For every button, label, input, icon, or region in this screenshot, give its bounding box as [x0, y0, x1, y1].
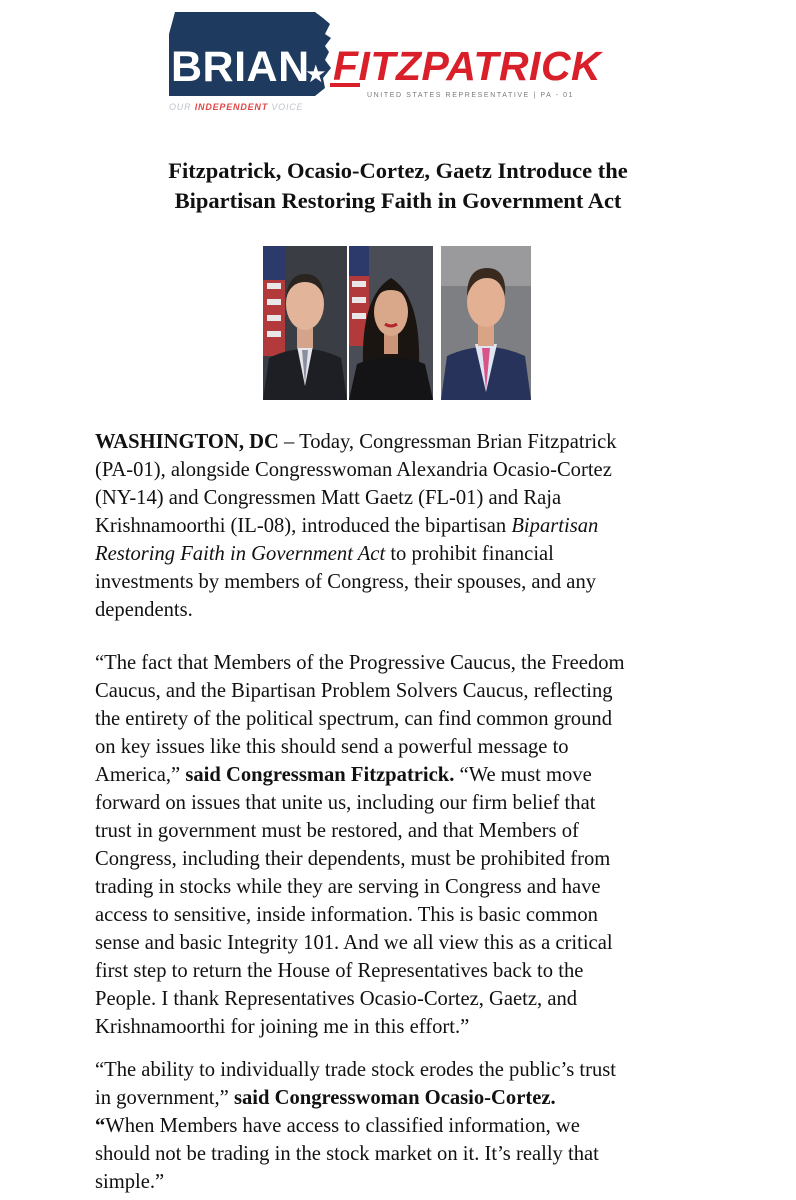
- text-line: the entirety of the political spectrum, can find common ground: [95, 708, 612, 730]
- headline-line: Fitzpatrick, Ocasio-Cortez, Gaetz Introduce the: [168, 158, 628, 183]
- paragraph-intro: [95, 428, 707, 624]
- text-line: first step to return the House of Representatives back to the: [95, 960, 584, 982]
- star-icon: ★: [305, 62, 327, 88]
- text-line: Krishnamoorthi (IL-08), introduced the bipartisan Bipartisan: [95, 515, 599, 537]
- headline-line: Bipartisan Restoring Faith in Government Act: [174, 188, 622, 213]
- logo-first-name: BRIAN: [171, 43, 310, 91]
- portrait-ocasio-cortez-icon: [349, 246, 433, 400]
- act-title: Bipartisan: [511, 515, 599, 537]
- text-line: trust in government must be restored, and that Members of: [95, 820, 579, 842]
- text-line: trading in stocks while they are serving in Congress and have: [95, 876, 601, 898]
- speaker-attribution: said Congressman Fitzpatrick.: [185, 764, 455, 786]
- paragraph-fitzpatrick-quote: [95, 649, 707, 1041]
- text-line: America,” said Congressman Fitzpatrick. “We must move: [95, 764, 592, 786]
- text-line: “The ability to individually trade stock erodes the public’s trust: [95, 1059, 617, 1081]
- text-line: dependents.: [95, 599, 193, 621]
- logo-subtitle: UNITED STATES REPRESENTATIVE | PA - 01: [367, 92, 575, 99]
- text-line: should not be trading in the stock market on it. It’s really that: [95, 1143, 599, 1165]
- text-line: “The fact that Members of the Progressive Caucus, the Freedom: [95, 652, 625, 674]
- text-line: Krishnamoorthi for joining me in this effort.”: [95, 1016, 470, 1038]
- text-line: (PA-01), alongside Congresswoman Alexandria Ocasio-Cortez: [95, 459, 612, 481]
- text-line: access to sensitive, inside information. This is basic common: [95, 904, 598, 926]
- portrait-gaetz-icon: [441, 246, 531, 400]
- text-line: WASHINGTON, DC – Today, Congressman Brian Fitzpatrick: [95, 431, 617, 453]
- text-line: sense and basic Integrity 101. And we all view this as a critical: [95, 932, 613, 954]
- text-line: in government,” said Congresswoman Ocasio-Cortez.: [95, 1087, 556, 1109]
- text-line: Restoring Faith in Government Act to prohibit financial: [95, 543, 554, 565]
- speaker-attribution: said Congresswoman Ocasio-Cortez.: [233, 1087, 556, 1109]
- act-title: Restoring Faith in Government Act: [95, 543, 386, 565]
- text-line: People. I thank Representatives Ocasio-Cortez, Gaetz, and: [95, 988, 578, 1010]
- dateline: WASHINGTON, DC: [95, 431, 279, 453]
- text-line: (NY-14) and Congressmen Matt Gaetz (FL-01) and Raja: [95, 487, 562, 509]
- text-line: Congress, including their dependents, must be prohibited from: [95, 848, 611, 870]
- text-line: investments by members of Congress, their spouses, and any: [95, 571, 597, 593]
- logo-last-name: FITZPATRICK: [333, 43, 602, 89]
- text-line: simple.”: [95, 1171, 165, 1193]
- logo-tagline: OUR INDEPENDENT VOICE: [169, 102, 304, 112]
- press-release-headline: [40, 156, 756, 216]
- text-line: forward on issues that unite us, including our firm belief that: [95, 792, 596, 814]
- brian-fitzpatrick-logo: [165, 8, 635, 116]
- portrait-row: [263, 246, 533, 400]
- paragraph-ocasio-cortez-quote: [95, 1056, 707, 1196]
- text-line: “When Members have access to classified information, we: [95, 1115, 580, 1137]
- text-line: Caucus, and the Bipartisan Problem Solvers Caucus, reflecting: [95, 680, 613, 702]
- text-line: on key issues like this should send a powerful message to: [95, 736, 569, 758]
- portrait-fitzpatrick-icon: [263, 246, 347, 400]
